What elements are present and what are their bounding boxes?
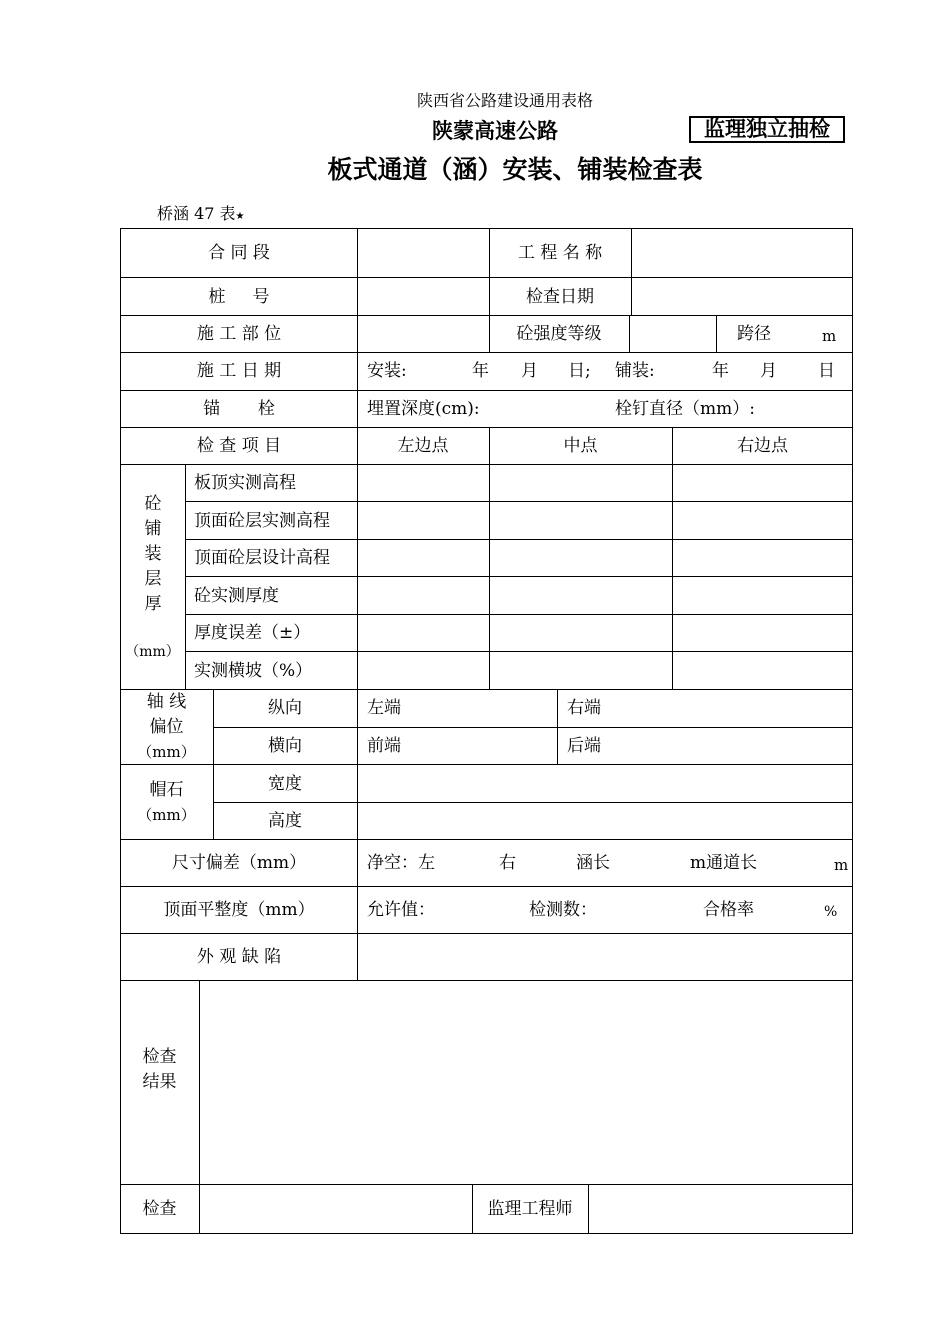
install-day: 日; <box>568 361 591 381</box>
axis-label-line1: 轴 线 <box>146 692 187 712</box>
axis-left-end: 左端 <box>367 698 401 718</box>
dimension-right: 右 <box>499 853 516 873</box>
form-subtitle: 陕西省公路建设通用表格 <box>416 91 593 110</box>
flatness-allow: 允许值： <box>367 900 435 920</box>
flatness-pass-rate: 合格率 <box>703 900 754 920</box>
result-label-line2: 结果 <box>142 1072 177 1092</box>
paving-item: 实测横坡（%） <box>194 661 313 681</box>
label-contract-section: 合 同 段 <box>208 243 270 263</box>
dimension-channel-length: m通道长 <box>690 853 758 873</box>
supervision-stamp: 监理独立抽检 <box>689 116 845 143</box>
flatness-label: 顶面平整度（mm） <box>163 900 315 920</box>
col-right-point: 右边点 <box>737 436 788 456</box>
label-embed-depth: 埋置深度(cm): <box>367 399 480 419</box>
paving-item: 厚度误差（±） <box>194 623 311 643</box>
page-title: 板式通道（涵）安装、铺装检查表 <box>327 155 703 184</box>
paving-group-unit: （mm） <box>125 644 180 660</box>
dimension-culvert-length: 涵长 <box>576 853 610 873</box>
cap-height: 高度 <box>268 811 302 831</box>
inspector-label: 检查 <box>142 1199 177 1219</box>
pave-month: 月 <box>760 361 777 381</box>
paving-item: 顶面砼层实测高程 <box>194 511 330 531</box>
label-construction-part: 施 工 部 位 <box>196 324 282 344</box>
col-left-point: 左边点 <box>397 436 449 456</box>
axis-transverse: 横向 <box>268 736 302 756</box>
flatness-percent: % <box>824 904 838 920</box>
appearance-defects-label: 外 观 缺 陷 <box>196 947 282 967</box>
label-check-item: 检 查 项 目 <box>196 436 282 456</box>
paving-item: 板顶实测高程 <box>194 473 296 493</box>
label-concrete-grade: 砼强度等级 <box>516 324 602 344</box>
paving-group-label: 砼铺装层厚 <box>144 494 162 614</box>
span-unit: m <box>822 327 837 345</box>
label-install: 安装: <box>367 361 407 381</box>
paving-item: 顶面砼层设计高程 <box>194 548 330 568</box>
axis-front-end: 前端 <box>367 736 401 756</box>
label-bolt-diameter: 栓钉直径（mm）: <box>615 399 755 419</box>
supervisor-label: 监理工程师 <box>487 1199 573 1219</box>
label-pave: 铺装: <box>615 361 655 381</box>
axis-label-line2: 偏位 <box>149 717 184 737</box>
dimension-clearance: 净空：左 <box>367 853 435 873</box>
label-construction-date: 施 工 日 期 <box>196 361 282 381</box>
result-label-line1: 检查 <box>142 1047 177 1067</box>
pave-year: 年 <box>712 361 729 381</box>
cap-width: 宽度 <box>268 774 302 794</box>
cap-label-line1: 帽石 <box>149 780 184 800</box>
label-anchor: 锚 栓 <box>203 399 275 419</box>
dimension-unit: m <box>834 856 849 874</box>
dimension-label: 尺寸偏差（mm） <box>171 853 307 873</box>
install-year: 年 <box>472 361 489 381</box>
form-code: 桥涵 47 表★ <box>157 204 245 223</box>
flatness-count: 检测数： <box>529 900 597 920</box>
label-span: 跨径 <box>737 324 771 344</box>
axis-right-end: 右端 <box>567 698 601 718</box>
axis-rear-end: 后端 <box>567 736 601 756</box>
axis-longitudinal: 纵向 <box>268 698 302 718</box>
install-month: 月 <box>521 361 538 381</box>
col-mid-point: 中点 <box>563 436 598 456</box>
label-station: 桩 号 <box>208 287 270 307</box>
pave-day: 日 <box>818 361 835 381</box>
label-inspection-date: 检查日期 <box>526 287 594 307</box>
cap-label-line2: （mm） <box>137 806 196 824</box>
paving-item: 砼实测厚度 <box>194 586 279 606</box>
axis-label-line3: （mm） <box>137 743 196 761</box>
label-project-name: 工 程 名 称 <box>517 243 603 263</box>
project-name: 陕蒙高速公路 <box>432 119 558 143</box>
